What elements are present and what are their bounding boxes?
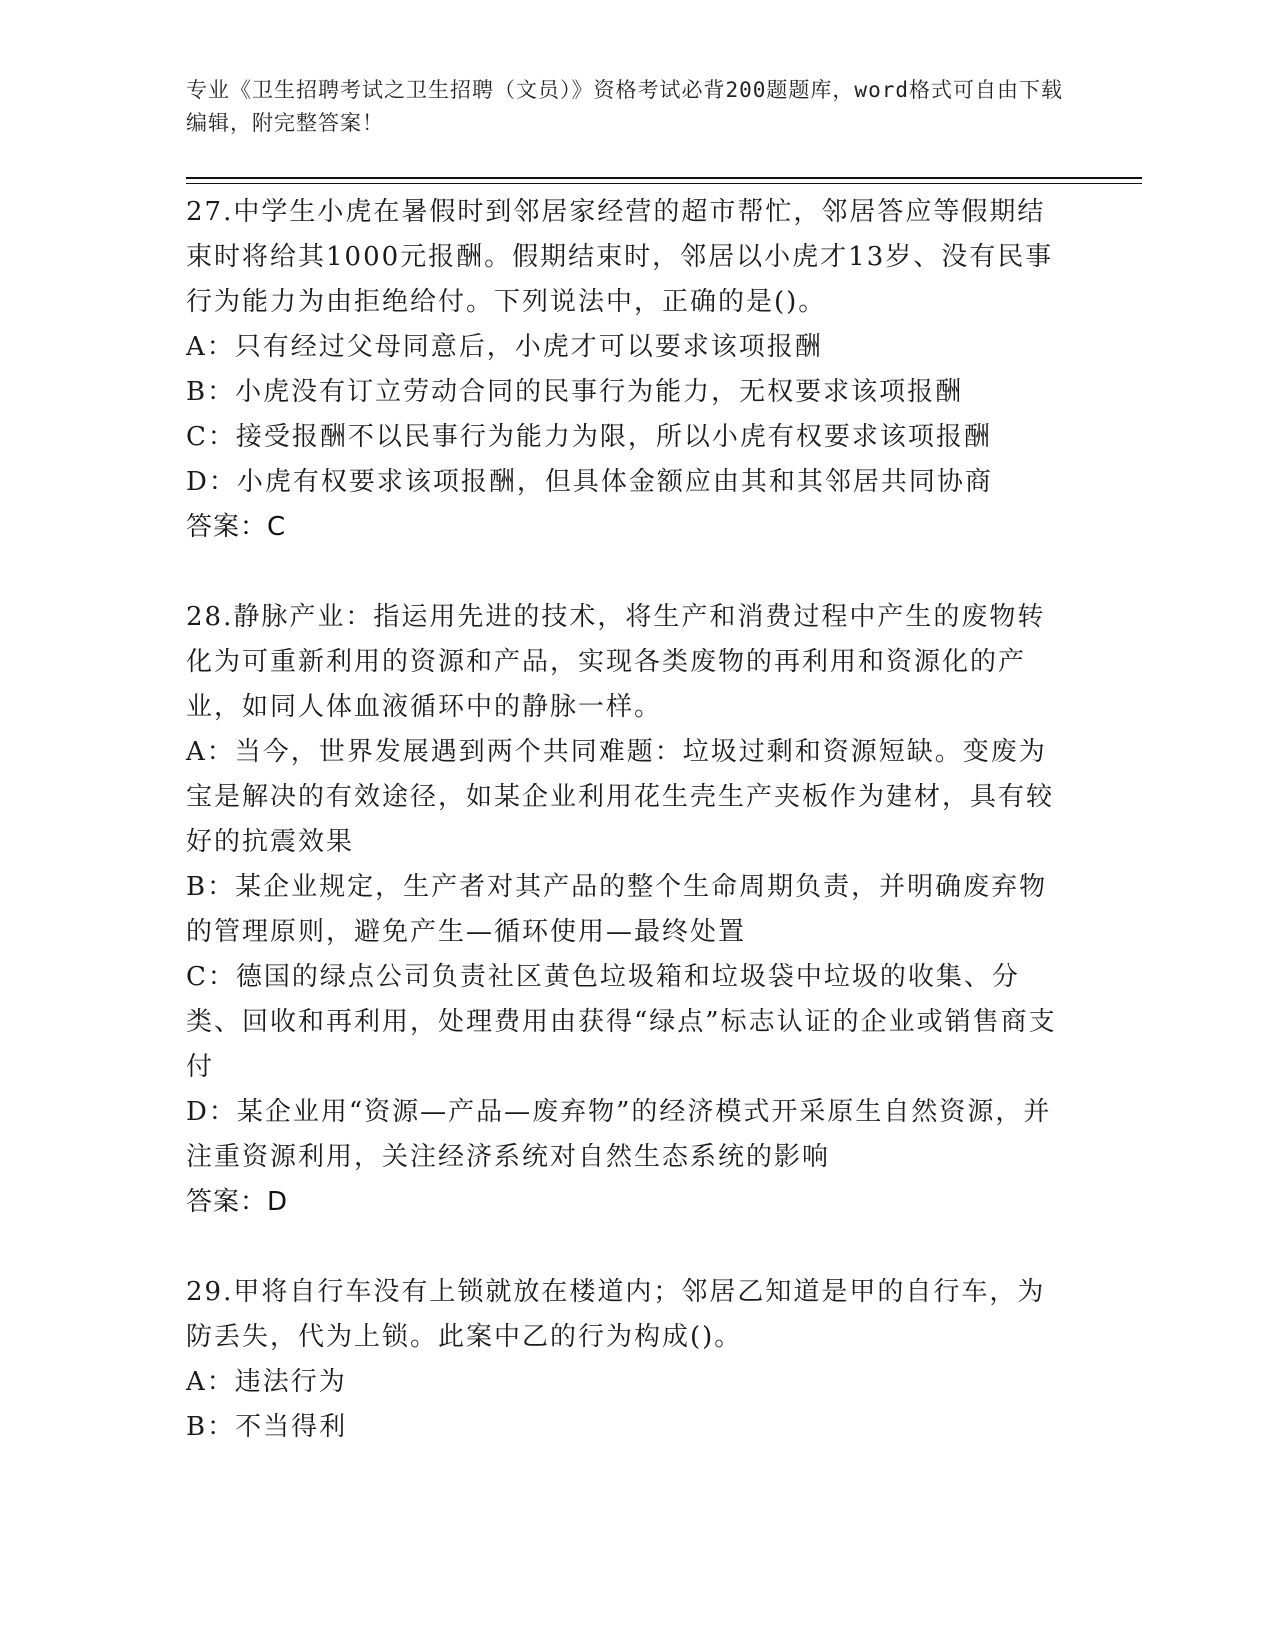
option-a: A：只有经过父母同意后，小虎才可以要求该项报酬 — [186, 332, 823, 362]
question-stem: 27.中学生小虎在暑假时到邻居家经营的超市帮忙，邻居答应等假期结束时将给其1000元报酬。假期结束时，邻居以小虎才13岁、没有民事行为能力为由拒绝给付。下列说法中，正确的是()。 — [186, 197, 1054, 317]
answer-label: 答案：C — [186, 512, 287, 542]
header-divider-thick — [186, 177, 1142, 179]
option-b: B：不当得利 — [186, 1412, 348, 1442]
question-29 — [186, 1270, 1066, 1450]
answer-label: 答案：D — [186, 1187, 289, 1217]
question-spacer — [186, 1225, 1066, 1270]
option-a: A：违法行为 — [186, 1367, 347, 1397]
question-stem: 29.甲将自行车没有上锁就放在楼道内；邻居乙知道是甲的自行车，为防丢失，代为上锁。此案中乙的行为构成()。 — [186, 1277, 1046, 1352]
question-spacer — [186, 550, 1066, 595]
header-divider-thin — [186, 183, 1142, 184]
document-header: 专业《卫生招聘考试之卫生招聘（文员）》资格考试必背200题题库，word格式可自由下载编辑，附完整答案！ — [186, 78, 1063, 135]
question-stem: 28.静脉产业：指运用先进的技术，将生产和消费过程中产生的废物转化为可重新利用的资源和产品，实现各类废物的再利用和资源化的产业，如同人体血液循环中的静脉一样。 — [186, 602, 1046, 722]
question-27 — [186, 190, 1066, 550]
question-28 — [186, 595, 1066, 1225]
option-c: C：德国的绿点公司负责社区黄色垃圾箱和垃圾袋中垃圾的收集、分类、回收和再利用，处理费用由获得“绿点”标志认证的企业或销售商支付 — [186, 962, 1057, 1082]
option-b: B：某企业规定，生产者对其产品的整个生命周期负责，并明确废弃物的管理原则，避免产生—循环使用—最终处置 — [186, 872, 1048, 947]
option-a: A：当今，世界发展遇到两个共同难题：垃圾过剩和资源短缺。变废为宝是解决的有效途径，如某企业利用花生壳生产夹板作为建材，具有较好的抗震效果 — [186, 737, 1055, 857]
option-b: B：小虎没有订立劳动合同的民事行为能力，无权要求该项报酬 — [186, 377, 964, 407]
option-d: D：小虎有权要求该项报酬，但具体金额应由其和其邻居共同协商 — [186, 467, 993, 497]
question-list — [186, 190, 1066, 1450]
option-c: C：接受报酬不以民事行为能力为限，所以小虎有权要求该项报酬 — [186, 422, 992, 452]
option-d: D：某企业用“资源—产品—废弃物”的经济模式开采原生自然资源，并注重资源利用，关注经济系统对自然生态系统的影响 — [186, 1097, 1052, 1172]
